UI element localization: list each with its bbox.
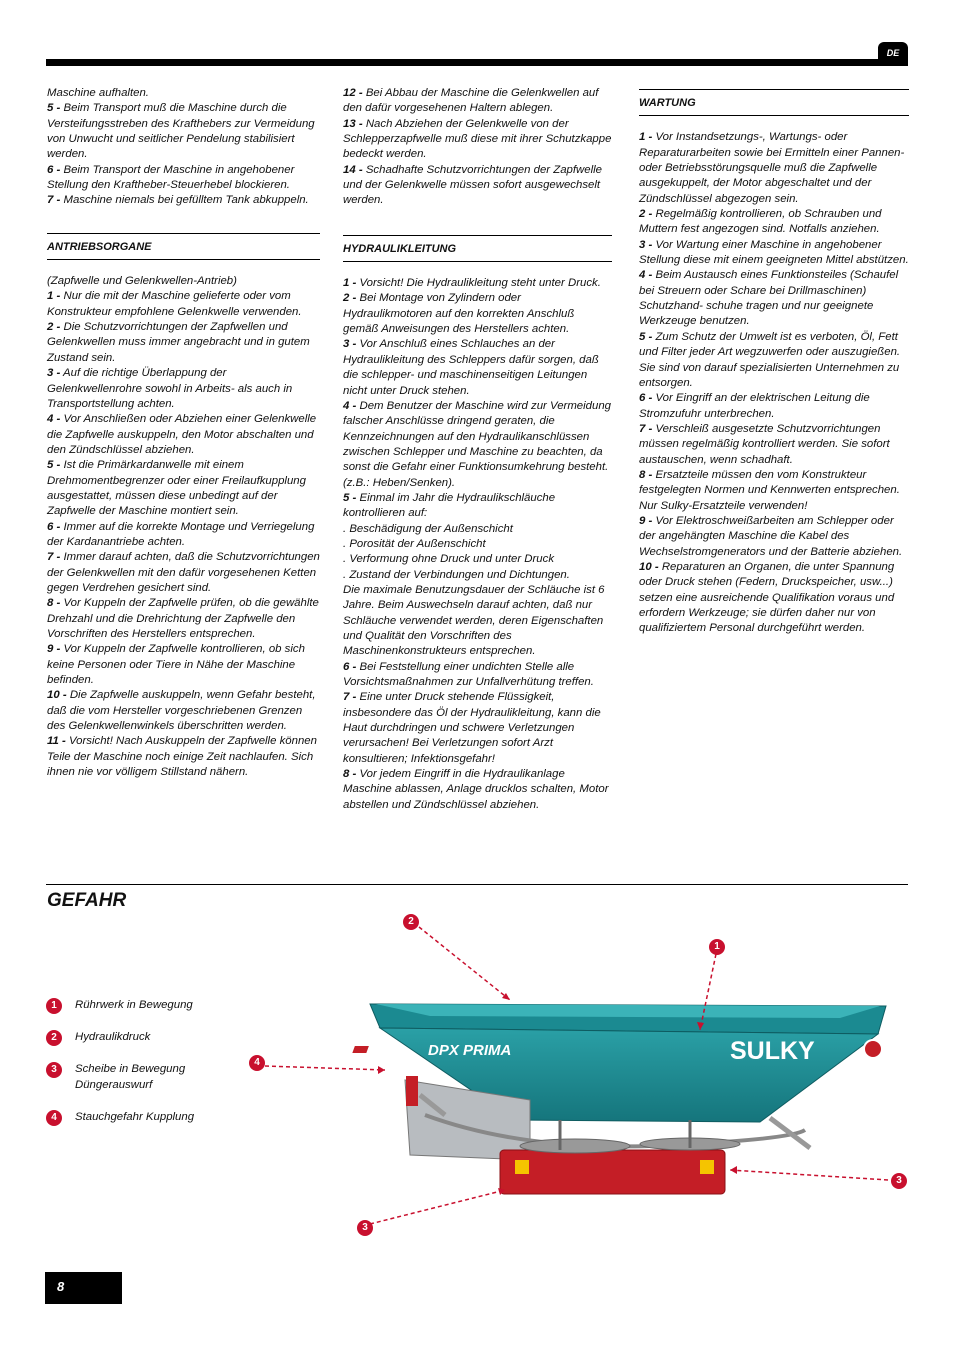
item-text: Vor Eingriff an der elektrischen Leitung die Stromzufuhr unterbrechen. (639, 392, 870, 420)
item-number: 1 - (343, 277, 357, 290)
item-number: 6 - (47, 163, 61, 176)
item-text: Immer auf die korrekte Montage und Verriegelung der Kardanantriebe achten. (47, 520, 315, 548)
callout-4: 4 (249, 1055, 265, 1071)
item-number: 13 - (343, 117, 363, 130)
page-number: 8 (45, 1272, 122, 1304)
hazard-number-badge: 2 (46, 1030, 62, 1046)
numbered-item (639, 207, 909, 238)
item-number: 14 - (343, 163, 363, 176)
numbered-item (47, 550, 320, 596)
section-intro: (Zapfwelle und Gelenkwellen-Antrieb) (47, 275, 237, 288)
numbered-item (47, 520, 320, 551)
hose-lifetime-text: Die maximale Benutzungsdauer der Schläuche ist 6 Jahre. Beim Auswechseln darauf achten, daß nur Schläuche verwendet werden, deren Eigenschaften und Qualität den Vorschriften des Maschinenkonstrukteurs entsprechen. (343, 583, 605, 658)
numbered-item (47, 193, 320, 208)
item-number: 8 - (343, 768, 357, 781)
numbered-item (47, 458, 320, 519)
item-number: 10 - (47, 689, 67, 702)
legend-text: Scheibe in Bewegung Düngerauswurf (75, 1063, 186, 1091)
item-text: Einmal im Jahr die Hydraulikschläuche kontrollieren auf: (343, 491, 556, 520)
item-number: 8 - (639, 468, 653, 481)
item-text: Beim Transport der Maschine in angehobener Stellung den Kraftheber-Steuerhebel blockieren. (47, 163, 295, 192)
item-number: 6 - (47, 520, 61, 533)
item-number: 9 - (639, 514, 653, 527)
item-text: Vor Elektroschweißarbeiten am Schlepper oder der angehängten Maschine die Kabel des Wechselstromgenerators und der Batterie abziehen. (639, 514, 903, 558)
numbered-item (47, 101, 320, 162)
item-number: 4 - (343, 399, 357, 412)
item-text: Beim Austausch eines Funktionsteiles (Schaufel bei Streuern oder Schare bei Drillmaschinen) Schutzhand- schuhe tragen und nur geeignete Werkzeuge benutzen. (639, 269, 899, 328)
numbered-item (343, 117, 612, 163)
item-number: 2 - (47, 321, 61, 334)
item-text: Ist die Primärkardanwelle mit einem Drehmomentbegrenzer oder einer Freilaufkupplung ausgestattet, müssen diese unbedingt auf der Zapfwelle der Maschine montiert sein. (47, 459, 306, 518)
item-text: Immer darauf achten, daß die Schutzvorrichtungen der Gelenkwellen mit den dafür vorgesehenen Ketten gegen Verdrehen gesichert sind. (47, 551, 320, 594)
language-tab: DE (878, 42, 908, 66)
item-text: Ersatzteile müssen den vom Konstrukteur festgelegten Normen und Kennwerten entsprechen. Nur Sulky-Ersatzteile verwenden! (639, 468, 900, 512)
continued-text: Maschine aufhalten. (47, 87, 149, 99)
item-number: 1 - (47, 290, 61, 303)
check-item: . Porosität der Außenschicht (343, 537, 486, 550)
item-number: 4 - (639, 269, 653, 282)
numbered-item (47, 412, 320, 458)
numbered-item (639, 268, 909, 329)
numbered-item (639, 514, 909, 560)
numbered-item (343, 276, 612, 291)
section-divider (46, 884, 908, 885)
item-text: Zum Schutz der Umwelt ist es verboten, Öl, Fett und Filter jeder Art wegzuwerfen oder auszugießen. Sie sind von darauf spezialisierten Unternehmen zu entsorgen. (639, 330, 901, 389)
item-text: Vor jedem Eingriff in die Hydraulikanlage Maschine ablassen, Anlage drucklos schalten, Motor abstellen und Zündschlüssel abziehen. (343, 768, 609, 811)
brand-logo: SULKY (730, 1037, 815, 1065)
item-text: Vor Kuppeln der Zapfwelle kontrollieren, ob sich keine Personen oder Tiere in Nähe der Maschine befinden. (47, 643, 305, 687)
item-number: 1 - (639, 131, 653, 144)
check-item: . Verformung ohne Druck und unter Druck (343, 553, 555, 566)
numbered-item (343, 399, 612, 491)
numbered-item (47, 163, 320, 194)
spreader-machine-illustration (230, 900, 910, 1250)
numbered-item (343, 660, 612, 691)
numbered-item (47, 366, 320, 412)
gefahr-title: GEFAHR (47, 890, 127, 911)
item-number: 5 - (343, 491, 357, 504)
item-number: 3 - (47, 367, 61, 380)
item-text: Vorsicht! Die Hydraulikleitung steht unter Druck. (359, 277, 601, 290)
item-number: 3 - (343, 338, 357, 351)
numbered-item (343, 767, 612, 813)
item-text: Vor Wartung einer Maschine in angehobener Stellung diese mit einem geeigneten Mittel abstützen. (639, 238, 909, 267)
hazard-number-badge: 3 (46, 1062, 62, 1078)
item-text: Nur die mit der Maschine gelieferte oder vom Konstrukteur empfohlene Gelenkwelle verwenden. (47, 290, 302, 318)
legend-text: Stauchgefahr Kupplung (75, 1111, 195, 1123)
numbered-item (639, 330, 909, 391)
item-text: Vorsicht! Nach Auskuppeln der Zapfwelle können Teile der Maschine noch einige Zeit nachlaufen. Sich ihnen nie vor völligem Stillstand nähern. (47, 735, 317, 779)
item-number: 9 - (47, 643, 61, 656)
item-text: Vor Anschluß eines Schlauches an der Hydraulikleitung des Schleppers dafür sorgen, daß die schlepper- und maschinenseitigen Leitungen nicht unter Druck stehen. (343, 338, 599, 397)
item-text: Dem Benutzer der Maschine wird zur Vermeidung falscher Anschlüsse dringend geraten, die Kennzeichnungen auf den Hydraulikanschlüssen zwischen Schlepper und Maschine zu beachten, da sonst die Gefahr einer Funktionsumkehrung besteht. (z.B.: Heben/Senken). (343, 399, 612, 489)
item-text: Bei Feststellung einer undichten Stelle alle Vorsichtsmaßnahmen zur Unfallverhütung treffen. (343, 660, 594, 689)
item-text: Vor Instandsetzungs-, Wartungs- oder Reparaturarbeiten sowie bei Ermitteln einer Pannen- oder Betriebsstörungsquelle muß die Zapfwelle ausgekuppelt, der Motor abgeschaltet und der Zündschlüssel abgezogen sein. (639, 131, 905, 205)
item-number: 7 - (47, 551, 61, 564)
section-title-hydraulikleitung: HYDRAULIKLEITUNG (343, 235, 612, 262)
numbered-item (47, 320, 320, 366)
item-number: 8 - (47, 597, 61, 610)
numbered-item (343, 491, 612, 522)
numbered-item (47, 688, 320, 734)
item-number: 7 - (343, 691, 357, 704)
item-text: Vor Anschließen oder Abziehen einer Gelenkwelle die Zapfwelle auskuppeln, den Motor abschalten und den Zündschlüssel abziehen. (47, 413, 317, 456)
item-number: 5 - (639, 330, 653, 343)
numbered-item (639, 238, 909, 269)
item-text: Nach Abziehen der Gelenkwelle von der Schlepperzapfwelle muß diese mit ihrer Schutzkappe bedeckt werden. (343, 117, 612, 161)
section-title-antriebsorgane: ANTRIEBSORGANE (47, 233, 320, 260)
item-number: 4 - (47, 413, 61, 426)
callout-3: 3 (357, 1220, 373, 1236)
numbered-item (639, 391, 909, 422)
item-text: Reparaturen an Organen, die unter Spannung oder Druck stehen (Federn, Druckspeicher, usw...) setzen eine ausreichende Qualifikation voraus und erfordern Werkzeuge; sie dürfen daher nur von qualifiziertem Personal durchgeführt werden. (639, 560, 895, 635)
numbered-item (639, 560, 909, 637)
item-text: Vor Kuppeln der Zapfwelle prüfen, ob die gewählte Drehzahl und die Drehrichtung der Zapfwelle den Vorschriften des Herstellers entsprechen. (47, 597, 319, 640)
numbered-item (639, 130, 909, 207)
item-text: Die Schutzvorrichtungen der Zapfwellen und Gelenkwellen muss immer angebracht und in gutem Zustand sein. (47, 321, 310, 364)
item-text: Verschleiß ausgesetzte Schutzvorrichtungen müssen regelmäßig kontrolliert werden. Sie sofort austauschen, wenn schadhaft. (639, 422, 890, 466)
item-number: 7 - (639, 422, 653, 435)
numbered-item (639, 422, 909, 468)
callout-3: 3 (891, 1173, 907, 1189)
section-title-wartung: WARTUNG (639, 89, 909, 116)
item-text: Maschine niemals bei gefülltem Tank abkuppeln. (63, 194, 309, 207)
hazard-number-badge: 1 (46, 998, 62, 1014)
item-number: 6 - (343, 660, 357, 673)
item-number: 7 - (47, 194, 61, 207)
check-item: . Zustand der Verbindungen und Dichtungen. (343, 568, 570, 581)
item-text: Bei Montage von Zylindern oder Hydraulikmotoren auf den korrekten Anschluß gemäß Anweisungen des Herstellers achten. (343, 292, 575, 336)
item-number: 2 - (639, 208, 653, 221)
header-rule (46, 59, 908, 66)
numbered-item (47, 734, 320, 780)
callout-1: 1 (709, 939, 725, 955)
legend-text: Hydraulikdruck (75, 1031, 151, 1043)
column-2 (343, 86, 612, 813)
item-text: Eine unter Druck stehende Flüssigkeit, insbesondere das Öl der Hydraulikleitung, kann die Haut durchdringen und schwere Verletzungen verursachen! Bei Verletzungen sofort Arzt konsultieren; Infektionsgefahr! (343, 691, 601, 765)
item-number: 3 - (639, 238, 653, 251)
column-3 (639, 86, 909, 637)
item-text: Schadhafte Schutzvorrichtungen der Zapfwelle und der Gelenkwelle müssen sofort ausgewechselt werden. (343, 163, 602, 207)
item-number: 11 - (47, 735, 66, 748)
hazard-number-badge: 4 (46, 1110, 62, 1126)
numbered-item (343, 86, 612, 117)
item-text: Die Zapfwelle auskuppeln, wenn Gefahr besteht, daß die vom Hersteller vorgeschriebenen Grenzen des Gelenkwellenwinkels überschritten werden. (47, 689, 316, 733)
item-text: Beim Transport muß die Maschine durch die Versteifungsstreben des Krafthebers zur Vermeidung von Unwucht und seitlicher Pendelung stabilisiert werden. (47, 102, 315, 161)
numbered-item (343, 690, 612, 767)
item-number: 5 - (47, 459, 61, 472)
numbered-item (47, 642, 320, 688)
item-text: Auf die richtige Überlappung der Gelenkwellenrohre sowohl in Arbeits- als auch in Transportstellung achten. (47, 367, 293, 410)
item-number: 2 - (343, 292, 357, 305)
numbered-item (343, 163, 612, 209)
callout-2: 2 (403, 914, 419, 930)
column-1 (47, 86, 320, 780)
numbered-item (47, 596, 320, 642)
legend-text: Rührwerk in Bewegung (75, 999, 193, 1011)
numbered-item (343, 337, 612, 398)
check-item: . Beschädigung der Außenschicht (343, 522, 513, 535)
item-number: 12 - (343, 87, 363, 99)
item-text: Bei Abbau der Maschine die Gelenkwellen auf den dafür vorgesehenen Haltern ablegen. (343, 87, 599, 115)
numbered-item (47, 289, 320, 320)
item-number: 5 - (47, 102, 61, 115)
item-number: 10 - (639, 560, 659, 573)
item-text: Regelmäßig kontrollieren, ob Schrauben und Muttern fest angezogen sind. Notfalls anziehen. (639, 208, 882, 236)
item-number: 6 - (639, 392, 653, 405)
numbered-item (639, 468, 909, 514)
numbered-item (343, 291, 612, 337)
machine-model-label: DPX PRIMA (428, 1042, 512, 1059)
